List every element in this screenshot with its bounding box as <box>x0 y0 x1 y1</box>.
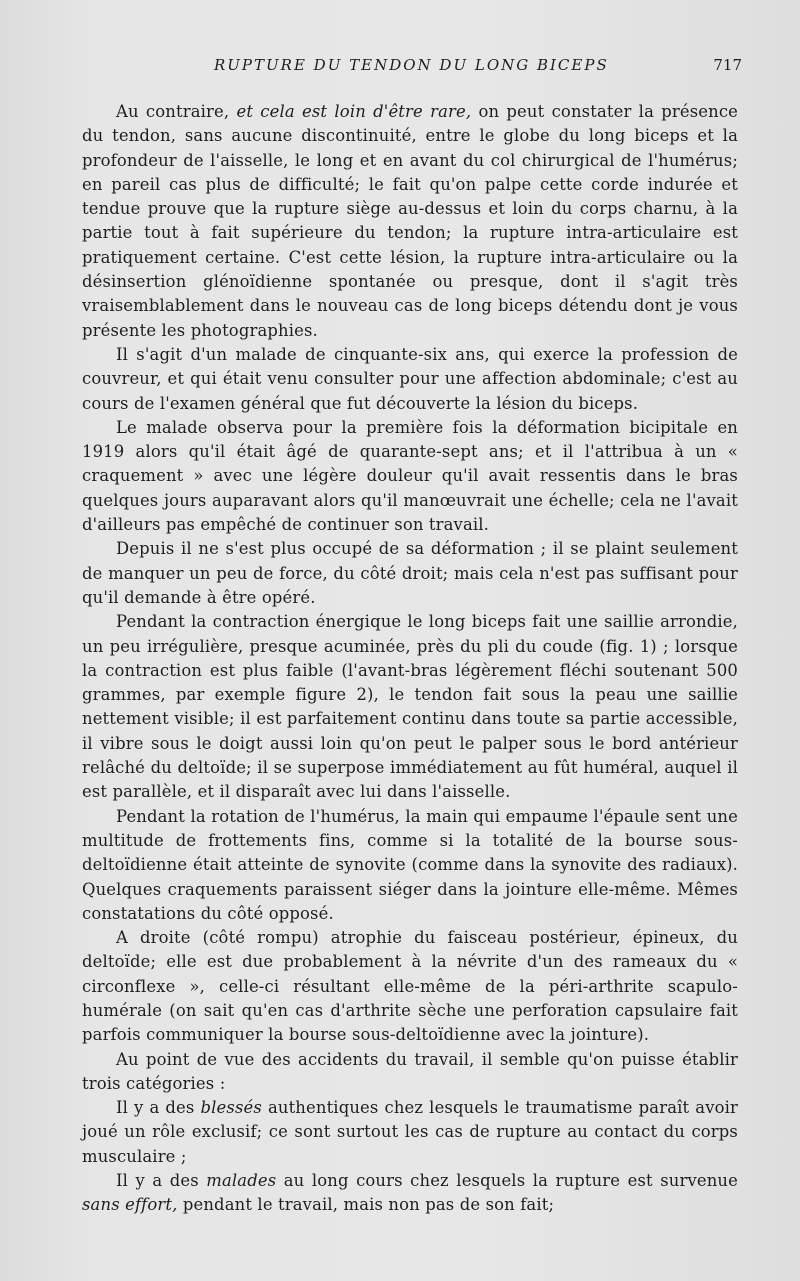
paragraph: Pendant la contraction énergique le long biceps fait une saillie arrondie, un peu irrégulière, presque acuminée, près du pli du coude (fig. 1) ; lorsque la contraction est plus faible (l'avant-bras légèrement fléchi soutenant 500 grammes, par exemple figure 2), le tendon fait sous la peau une saillie nettement visible; il est parfaitement continu dans toute sa partie accessible, il vibre sous le doigt aussi loin qu'on peut le palper sous le bord antérieur relâché du deltoïde; il se superpose immédiatement au fût huméral, auquel il est parallèle, et il disparaît avec lui dans l'aisselle. <box>82 612 738 802</box>
paragraph <box>82 1096 738 1169</box>
paragraph: A droite (côté rompu) atrophie du faisceau postérieur, épineux, du deltoïde; elle est due probablement à la névrite d'un des rameaux du « circonflexe », celle-ci résultant elle-même de la péri-arthrite scapulo-humérale (on sait qu'en cas d'arthrite sèche une perforation capsulaire fait parfois communiquer la bourse sous-deltoïdienne avec la jointure). <box>82 928 738 1045</box>
italic-phrase: malades <box>206 1171 277 1191</box>
paragraph: Le malade observa pour la première fois la déformation bicipitale en 1919 alors qu'il était âgé de quarante-sept ans; et il l'attribua à un « craquement » avec une légère douleur qu'il avait ressentis dans le bras quelques jours auparavant alors qu'il manœuvrait une échelle; cela ne l'avait d'ailleurs pas empêché de continuer son travail. <box>82 417 738 535</box>
text-run: Au contraire, <box>116 102 237 121</box>
text-run: authentiques chez lesquels le traumatisme paraît avoir joué un rôle exclusif; ce sont surtout les cas de rupture au contact du corps musculaire ; <box>82 1098 738 1166</box>
paragraph: Il s'agit d'un malade de cinquante-six ans, qui exerce la profession de couvreur, et qui était venu consulter pour une affection abdominale; c'est au cours de l'examen général que fut découverte la lésion du biceps. <box>82 344 738 413</box>
italic-phrase: sans effort, <box>82 1195 178 1215</box>
page-number: 717 <box>713 56 742 74</box>
running-title: RUPTURE DU TENDON DU LONG BICEPS <box>214 56 609 74</box>
page-header <box>82 56 742 82</box>
body-text <box>82 100 738 1218</box>
text-run: Il y a des <box>116 1171 207 1191</box>
text-run: au long cours chez lesquels la rupture est survenue <box>276 1171 738 1191</box>
paragraph: Au point de vue des accidents du travail, il semble qu'on puisse établir trois catégories : <box>82 1049 738 1093</box>
paragraph <box>82 100 738 343</box>
text-run: on peut constater la présence du tendon, sans aucune discontinuité, entre le globe du long biceps et la profondeur de l'aisselle, le long et en avant du col chirurgical de l'humérus; en pareil cas plus de difficulté; le fait qu'on palpe cette corde indurée et tendue prouve que la rupture siège au-dessus et loin du corps charnu, à la partie tout à fait supérieure du tendon; la rupture intra-articulaire est pratiquement certaine. C'est cette lésion, la rupture intra-articulaire ou la désinsertion glénoïdienne spontanée ou presque, dont il s'agit très vraisemblablement dans le nouveau cas de long biceps détendu dont je vous présente les photographies. <box>82 102 739 340</box>
paragraph: Depuis il ne s'est plus occupé de sa déformation ; il se plaint seulement de manquer un peu de force, du côté droit; mais cela n'est pas suffisant pour qu'il demande à être opéré. <box>82 539 738 607</box>
italic-phrase: et cela est loin d'être rare, <box>236 102 472 121</box>
text-run: pendant le travail, mais non pas de son fait; <box>177 1195 555 1215</box>
text-run: Il y a des <box>116 1098 201 1118</box>
italic-phrase: blessés <box>200 1098 262 1118</box>
paragraph: Pendant la rotation de l'humérus, la main qui empaume l'épaule sent une multitude de frottements fins, comme si la totalité de la bourse sous-deltoïdienne était atteinte de synovite (comme dans la synovite des radiaux). Quelques craquements paraissent siéger dans la jointure elle-même. Mêmes constatations du côté opposé. <box>82 806 738 923</box>
paragraph <box>82 1169 738 1218</box>
